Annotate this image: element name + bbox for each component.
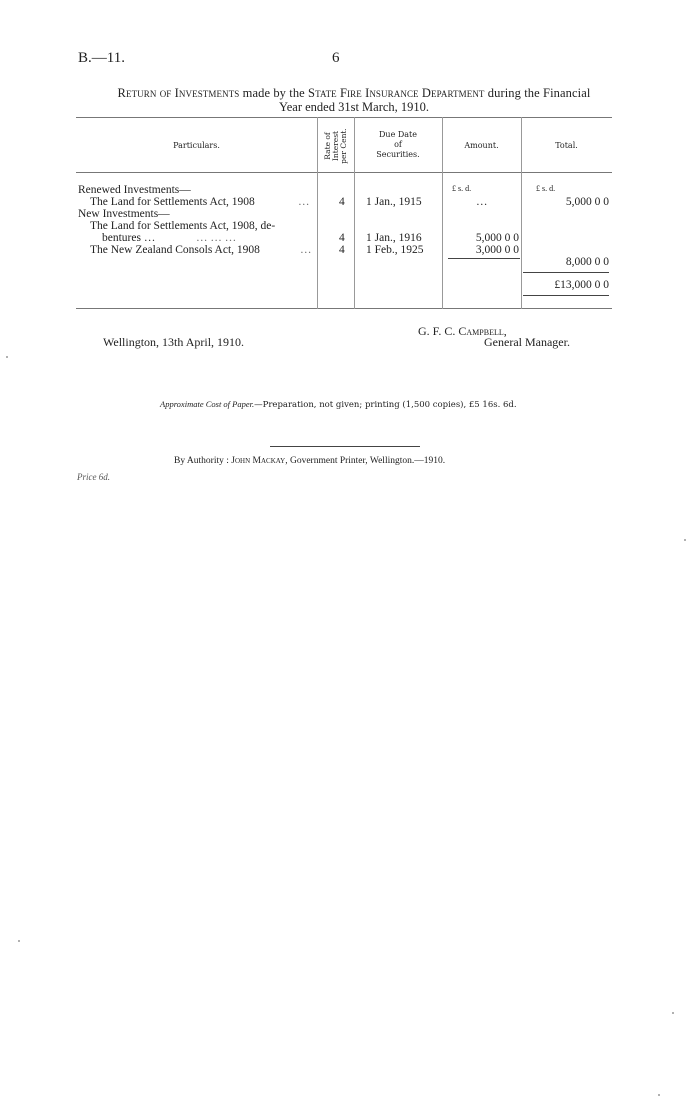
table-header-rule [76,172,612,173]
title-part-during: during the Financial [484,86,591,100]
amount-units: £ s. d. [452,184,472,193]
scan-speck [684,539,686,541]
scan-speck [6,356,8,358]
cost-text: —Preparation, not given; printing (1,500 copies), £5 16s. 6d. [254,400,517,410]
scan-speck [18,940,20,942]
row-debentures-due: 1 Jan., 1916 [366,232,422,244]
document-title [76,86,632,114]
printer-name: John Mackay [231,456,286,466]
place-and-date: Wellington, 13th April, 1910. [103,335,245,349]
price-note: Price 6d. [77,472,110,482]
row-consols-rate: 4 [339,244,345,256]
header-amount: Amount. [464,141,499,150]
total-units: £ s. d. [536,184,556,193]
row-consols-due: 1 Feb., 1925 [366,244,424,256]
total-sum-rule [523,272,609,273]
scan-speck [658,1094,660,1096]
page-number: 6 [332,50,340,66]
investments-table [76,117,612,309]
cost-label: Approximate Cost of Paper. [160,399,255,409]
title-line-1 [76,86,632,100]
row-land-1908-due: 1 Jan., 1915 [366,196,422,208]
row-land-1908-total: 5,000 0 0 [565,196,609,208]
authority-rule [270,446,420,447]
row-debentures-particulars-2: bentures … [102,232,156,244]
cost-of-paper-note [160,399,517,410]
header-rate [318,121,354,171]
table-top-rule [76,117,612,118]
printing-authority: By Authority : John Mackay, Government Printer, Wellington.—1910. [174,456,446,466]
signatory-name: G. F. C. Campbell, [418,324,507,338]
row-renewed-heading: Renewed Investments— [78,184,191,196]
title-part-department: State Fire Insurance Department [308,86,485,100]
title-part-made: made by the [239,86,309,100]
row-new-heading: New Investments— [78,208,170,220]
row-debentures-amount: 5,000 0 0 [475,232,519,244]
row-consols-dots: … [300,244,312,256]
row-land-1908-particulars: The Land for Settlements Act, 1908 [90,196,255,208]
row-land-1908-dots: … [298,196,310,208]
grand-total: £13,000 0 0 [554,279,609,291]
subtotal-amount: 8,000 0 0 [565,256,609,268]
row-land-1908-rate: 4 [339,196,345,208]
scan-speck [672,1012,674,1014]
row-debentures-dots: … … … [196,232,237,244]
row-consols-amount: 3,000 0 0 [475,244,519,256]
header-total: Total. [555,141,578,150]
row-land-1908-amount: … [476,196,488,208]
header-particulars: Particulars. [173,141,220,150]
document-reference: B.—11. [78,50,125,66]
header-rate-text: Rate of Interest per Cent. [323,128,348,164]
amount-sum-rule [448,258,520,259]
grand-total-rule [523,295,609,296]
header-due-date: Due Date of Securities. [376,130,420,159]
signatory-role: General Manager. [484,335,570,349]
title-line-2: Year ended 31st March, 1910. [278,100,430,114]
row-debentures-rate: 4 [339,232,345,244]
row-consols-particulars: The New Zealand Consols Act, 1908 [90,244,260,256]
table-bottom-rule [76,308,612,309]
row-debentures-particulars-1: The Land for Settlements Act, 1908, de- [90,220,276,232]
title-part-return: Return of Investments [117,86,240,100]
